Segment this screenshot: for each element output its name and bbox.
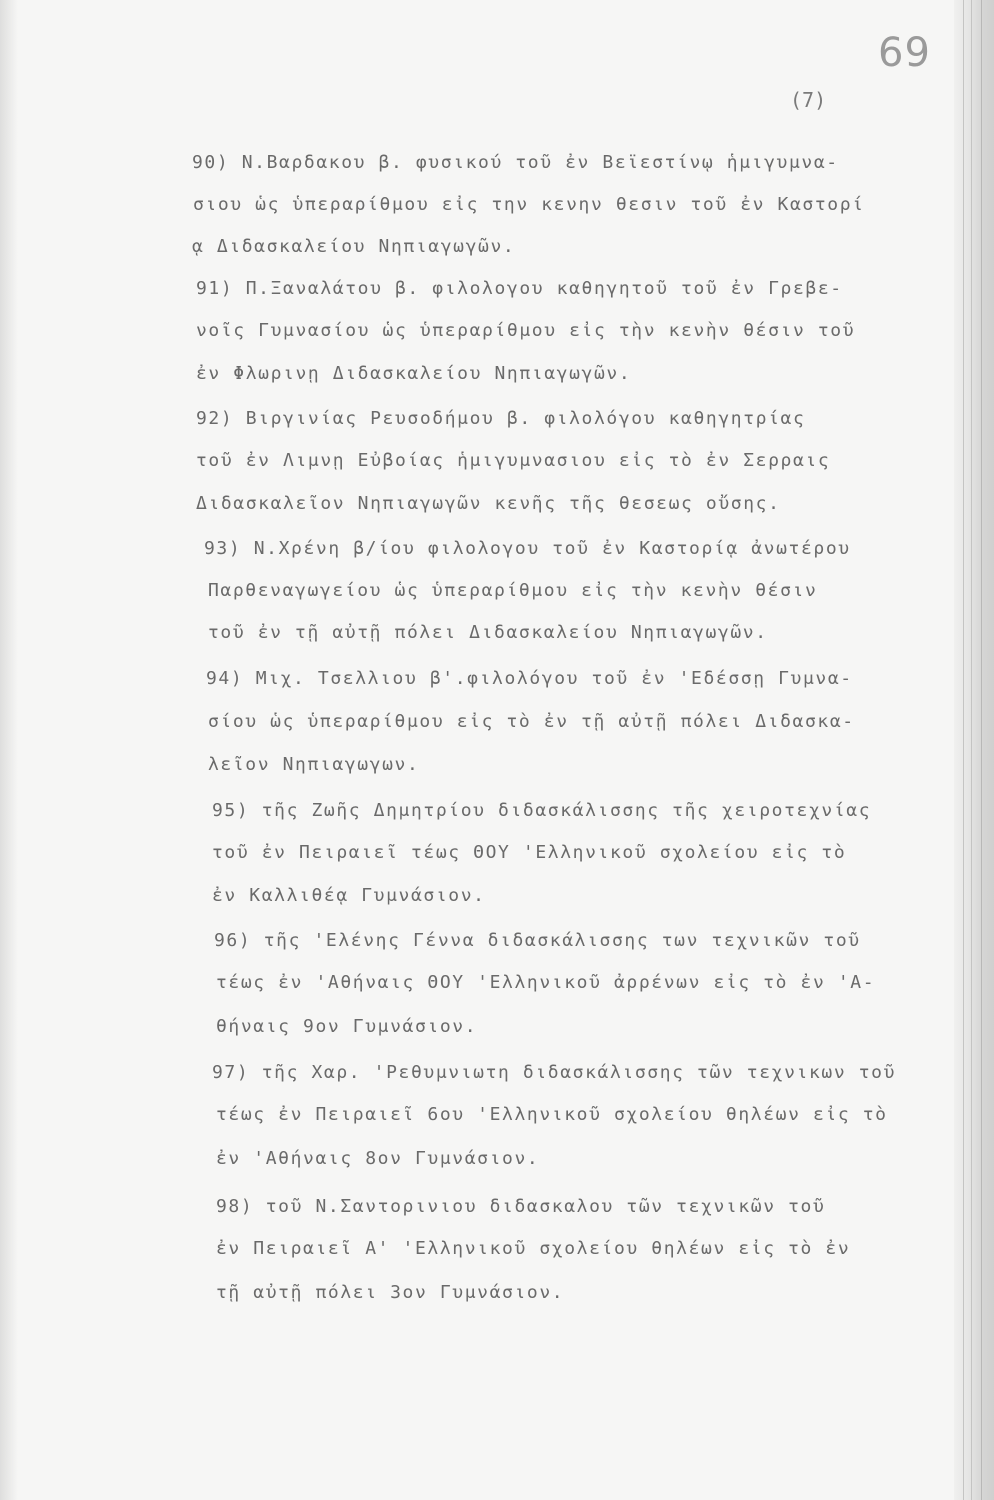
page-marker: (7) <box>790 88 827 112</box>
entry-96-line-2: τέως ἐν 'Αθήναις ΘΟΥ 'Ελληνικοῦ ἀρρένων εἰς τὸ ἐν 'Α- <box>216 972 876 993</box>
entry-94-line-3: λεῖον Νηπιαγωγων. <box>208 754 420 775</box>
entry-90-line-1: 90) Ν.Βαρδακου β. φυσικού τοῦ ἐν Βεϊεστίνῳ ἡμιγυμνα- <box>192 152 839 173</box>
entry-90-line-3: ᾳ Διδασκαλείου Νηπιαγωγῶν. <box>192 236 516 257</box>
entry-91-line-3: ἐν Φλωρινῃ Διδασκαλείου Νηπιαγωγῶν. <box>196 363 632 384</box>
entry-93-line-3: τοῦ ἐν τῇ αὐτῇ πόλει Διδασκαλείου Νηπιαγωγῶν. <box>208 622 768 643</box>
entry-92-line-1: 92) Βιργινίας Ρευσοδήμου β. φιλολόγου καθηγητρίας <box>196 408 806 429</box>
entry-94-line-1: 94) Μιχ. Τσελλιου β'.φιλολόγου τοῦ ἐν 'Εδέσσῃ Γυμνα- <box>206 668 853 689</box>
scan-left-edge <box>0 0 18 1500</box>
entry-95-line-1: 95) τῆς Ζωῆς Δημητρίου διδασκάλισσης τῆς χειροτεχνίας <box>212 800 872 821</box>
entry-96-line-3: θήναις 9ον Γυμνάσιον. <box>216 1016 478 1037</box>
entry-93-line-1: 93) Ν.Χρένη β/ίου φιλολογου τοῦ ἐν Καστορίᾳ ἀνωτέρου <box>204 538 851 559</box>
entry-93-line-2: Παρθεναγωγείου ὡς ὑπεραρίθμου εἰς τὴν κενὴν θέσιν <box>208 580 818 601</box>
entry-90-line-2: σιου ὡς ὑπεραρίθμου εἰς την κενην θεσιν τοῦ ἐν Καστορί <box>193 194 865 215</box>
entry-92-line-2: τοῦ ἐν Λιμνῃ Εὐβοίας ἡμιγυμνασιου εἰς τὸ ἐν Σερραις <box>196 450 831 471</box>
page-edge-line <box>981 0 982 1500</box>
entry-98-line-3: τῇ αὐτῇ πόλει 3ον Γυμνάσιον. <box>216 1282 565 1303</box>
entry-95-line-3: ἐν Καλλιθέᾳ Γυμνάσιον. <box>212 885 486 906</box>
entry-92-line-3: Διδασκαλεῖον Νηπιαγωγῶν κενῆς τῆς θεσεως οὔσης. <box>196 493 781 514</box>
entry-97-line-2: τέως ἐν Πειραιεῖ 6ου 'Ελληνικοῦ σχολείου θηλέων εἰς τὸ <box>216 1104 888 1125</box>
entry-91-line-1: 91) Π.Ξαναλάτου β. φιλολογου καθηγητοῦ τοῦ ἐν Γρεβε- <box>196 278 843 299</box>
entry-98-line-2: ἐν Πειραιεῖ Α' 'Ελληνικοῦ σχολείου θηλέων εἰς τὸ ἐν <box>216 1238 851 1259</box>
entry-98-line-1: 98) τοῦ Ν.Σαντορινιου διδασκαλου τῶν τεχνικῶν τοῦ <box>216 1196 826 1217</box>
entry-97-line-1: 97) τῆς Χαρ. 'Ρεθυμνιωτη διδασκάλισσης τῶν τεχνικων τοῦ <box>212 1062 897 1083</box>
scan-right-edge <box>954 0 994 1500</box>
page-edge-line <box>963 0 964 1500</box>
entry-94-line-2: σίου ὡς ὑπεραρίθμου εἰς τὸ ἐν τῇ αὐτῇ πόλει Διδασκα- <box>208 711 855 732</box>
entry-96-line-1: 96) τῆς 'Ελένης Γέννα διδασκάλισσης των τεχνικῶν τοῦ <box>214 930 861 951</box>
page-edge-line <box>971 0 972 1500</box>
entry-91-line-2: νοῖς Γυμνασίου ὡς ὑπεραρίθμου εἰς τὴν κενὴν θέσιν τοῦ <box>196 320 856 341</box>
entry-95-line-2: τοῦ ἐν Πειραιεῖ τέως ΘΟΥ 'Ελληνικοῦ σχολείου εἰς τὸ <box>212 842 847 863</box>
handwritten-folio-number: 69 <box>878 30 931 76</box>
entry-97-line-3: ἐν 'Αθήναις 8ον Γυμνάσιον. <box>216 1148 540 1169</box>
